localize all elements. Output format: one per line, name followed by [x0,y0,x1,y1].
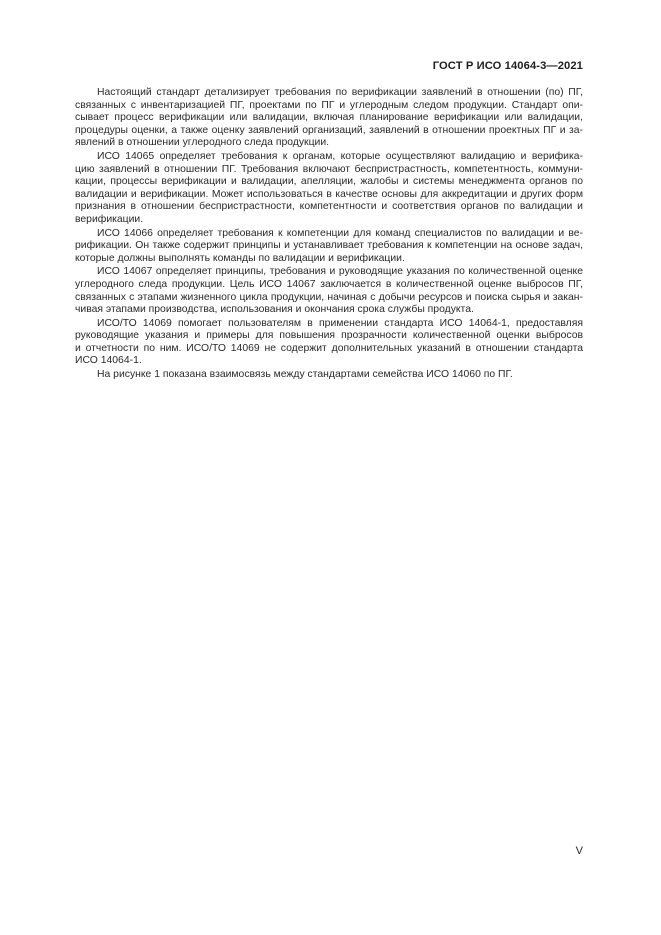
paragraph-iso-tr-14069 [75,318,583,368]
page-number: V [575,845,583,857]
text-line: ИСО 14064-1. [75,355,142,367]
text-line: признания в отношении беспристрастности, компетентности и соответствия органов по валидации и [75,201,583,213]
paragraph-scope-verification [75,87,583,150]
body-text [75,87,583,383]
text-line: ИСО 14067 определяет принципы, требования и руководящие указания по количественной оценке [97,266,583,278]
text-line: явлений в отношении углеродного следа продукции. [75,137,330,149]
text-line: верификации. [75,213,144,225]
text-line: углеродного следа продукции. Цель ИСО 14067 заключается в количественной оценке выбросов ПГ, [75,278,583,290]
text-line: валидации и верификации. Может использоваться в качестве основы для аккредитации и других форм [75,188,583,200]
paragraph-figure-reference [75,369,583,382]
text-line: ИСО 14065 определяет требования к органам, которые осуществляют валидацию и верифика- [97,150,583,162]
text-line: цию заявлений в отношении ПГ. Требования включают беспристрастность, компетентность, коммуни- [75,163,583,175]
standard-header: ГОСТ Р ИСО 14064-3—2021 [432,60,583,72]
text-line: рификации. Он также содержит принципы и устанавливает требования к компетенции на основе задач, [75,240,583,252]
text-line: На рисунке 1 показана взаимосвязь между стандартами семейства ИСО 14060 по ПГ. [97,369,513,381]
paragraph-iso-14067 [75,266,583,316]
text-line: связанных с инвентаризацией ПГ, проектами по ПГ и углеродным следом продукции. Стандарт опи- [75,99,583,111]
text-line: связанных с этапами жизненного цикла продукции, начиная с добычи ресурсов и поиска сырья и закан- [75,291,583,303]
text-line: кации, процессы верификации и валидации, апелляции, жалобы и системы менеджмента органов по [75,176,583,188]
text-line: которые должны выполнять команды по валидации и верификации. [75,252,405,264]
text-line: чивая этапами производства, использования и окончания срока службы продукта. [75,304,474,316]
text-line: сывает процесс верификации или валидации, включая планирование верификации или валидации, [75,112,583,124]
text-line: ИСО 14066 определяет требования к компетенции для команд специалистов по валидации и ве- [97,227,583,239]
paragraph-iso-14066 [75,228,583,266]
text-line: ИСО/ТО 14069 помогает пользователям в применении стандарта ИСО 14064-1, предоставляя [97,317,583,329]
text-line: руководящие указания и примеры для повышения прозрачности количественной оценки выбросов [75,330,583,342]
paragraph-iso-14065 [75,151,583,227]
text-line: и отчетности по ним. ИСО/ТО 14069 не содержит дополнительных указаний в отношении стандарта [75,342,583,354]
text-line: процедуры оценки, а также оценку заявлений организаций, заявлений в отношении проектных ПГ и за- [75,124,583,136]
text-line: Настоящий стандарт детализирует требования по верификации заявлений в отношении (по) ПГ, [97,87,583,98]
